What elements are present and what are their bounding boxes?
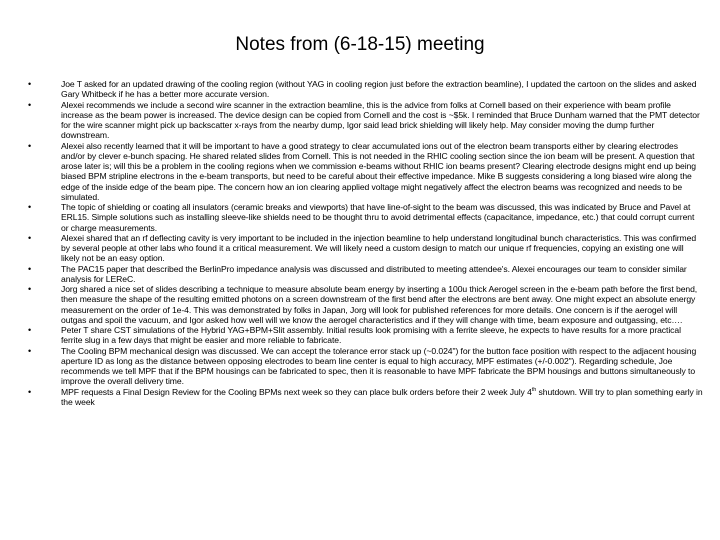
note-text: Joe T asked for an updated drawing of the cooling region (without YAG in cooling region just before the extraction beamline), I updated the cartoon on the slides and asked Gary Whitbeck if he has a better more accurate version. bbox=[61, 79, 697, 100]
list-item bbox=[28, 233, 704, 264]
note-text: Alexei recommends we include a second wire scanner in the extraction beamline, this is the advice from folks at Cornell based on their experience with beam profile increase as the beam power is increased. The device design can be copied from Cornell and the cost is ~$5k. I reminded that Bruce Dunham warned that the PMT detector for the wire scanner might pick up backscatter x-rays from the nearby dump, Igor said lead brick shielding will likely help. May consider moving the dump further downstream. bbox=[61, 99, 700, 141]
bullet-icon: • bbox=[28, 284, 32, 294]
note-text-start: MPF requests a Final Design Review for the Cooling BPMs next week so they can place bulk orders before their 2 week July 4 bbox=[61, 386, 532, 397]
note-text: Jorg shared a nice set of slides describing a technique to measure absolute beam energy by inserting a 100u thick Aerogel screen in the e-beam path before the first bend, then measure the shape of the resulting emitted photons on a screen downstream of the first bend after the electrons are bent away. One might expect an absolute energy measurement on the order of 1e-4. This was demonstrated by folks in Japan, Jorg will look for published references for more details. One concern is if the aerogel will outgas and spoil the vacuum, and Igor asked how well will we know the aerogel characteristics and if they will change with time, beam exposure and outgassing, etc…. bbox=[61, 284, 698, 325]
note-text: The topic of shielding or coating all insulators (ceramic breaks and viewports) that have line-of-sight to the beam was discussed, this was indicated by Bruce and Pavel at ERL15. Simple solutions such as installing sleeve-like shields need to be thought thru to avoid detrimental effects (capacitance, impedance, etc.) that could corrupt current or charge measurements. bbox=[61, 202, 695, 233]
list-item bbox=[28, 202, 704, 233]
bullet-icon: • bbox=[28, 99, 32, 110]
list-item bbox=[28, 387, 704, 408]
note-superscript: th bbox=[531, 386, 537, 393]
list-item bbox=[28, 141, 704, 203]
note-text: The Cooling BPM mechanical design was discussed. We can accept the tolerance error stack up (~0.024") for the button face position with respect to the adjacent housing aperture ID as long as the distance between opposing electrodes to beam line center is equal to high accuracy, MPF estimates (+/-0.002"). Regarding schedule, Joe recommends we tell MPF that if the BPM housings can be fabricated to spec, then it is reasonable to have MPF fabricate the BPM housings and buttons simultaneously to improve the overall delivery time. bbox=[61, 345, 697, 387]
page-title: Notes from (6-18-15) meeting bbox=[235, 34, 485, 55]
note-text: The PAC15 paper that described the BerlinPro impedance analysis was discussed and distributed to meeting attendee's. Alexei encourages our team to consider similar analysis for LEReC. bbox=[61, 263, 687, 284]
list-item bbox=[28, 264, 704, 285]
note-text: Alexei shared that an rf deflecting cavity is very important to be included in the injection beamline to help understand longitudinal bunch characteristics. This was confirmed by several people at other labs who found it a critical measurement. We will likely need a custom design to match our unique rf frequencies, copying an existing one will likely not be an easy option. bbox=[61, 232, 697, 264]
list-item bbox=[28, 284, 704, 325]
bullet-icon: • bbox=[28, 263, 32, 274]
bullet-icon: • bbox=[28, 386, 32, 397]
bullet-icon: • bbox=[28, 325, 32, 335]
bullet-icon: • bbox=[28, 140, 32, 151]
list-item bbox=[28, 100, 704, 141]
list-item bbox=[28, 79, 704, 100]
list-item bbox=[28, 346, 704, 387]
notes-list bbox=[28, 79, 704, 407]
list-item bbox=[28, 325, 704, 346]
bullet-icon: • bbox=[28, 232, 32, 243]
note-text-end: shutdown. Will try to plan something early in the week bbox=[61, 386, 703, 407]
bullet-icon: • bbox=[28, 345, 32, 356]
bullet-icon: • bbox=[28, 202, 32, 212]
note-text: Peter T share CST simulations of the Hybrid YAG+BPM+Slit assembly. Initial results look promising with a ferrite sleeve, he expects to have results for a more practical ferrite slug in a few days that might be easier and more reliable to fabricate. bbox=[61, 325, 681, 346]
note-text: Alexei also recently learned that it will be important to have a good strategy to clear accumulated ions out of the electron beam transports either by clearing electrodes and/or by clever e-bunch spacing. He shared related slides from Cornell. This is not needed in the RHIC cooling section since the ion beam will be present. A question that arose later is; will this be a problem in the cooling regions when we commission e-beams without RHIC ion beams present? Clearing electrode designs might end up being biased BPM stripline electrons in the e-beam transports, but need to be careful about their effective impedance. Mike B suggests considering a long biased wire along the edge of the inside edge of the beam pipe. The concern how an ion clearing applied voltage might negatively affect the electron beams was recognized and needs to be simulated. bbox=[61, 140, 696, 202]
bullet-icon: • bbox=[28, 79, 32, 89]
